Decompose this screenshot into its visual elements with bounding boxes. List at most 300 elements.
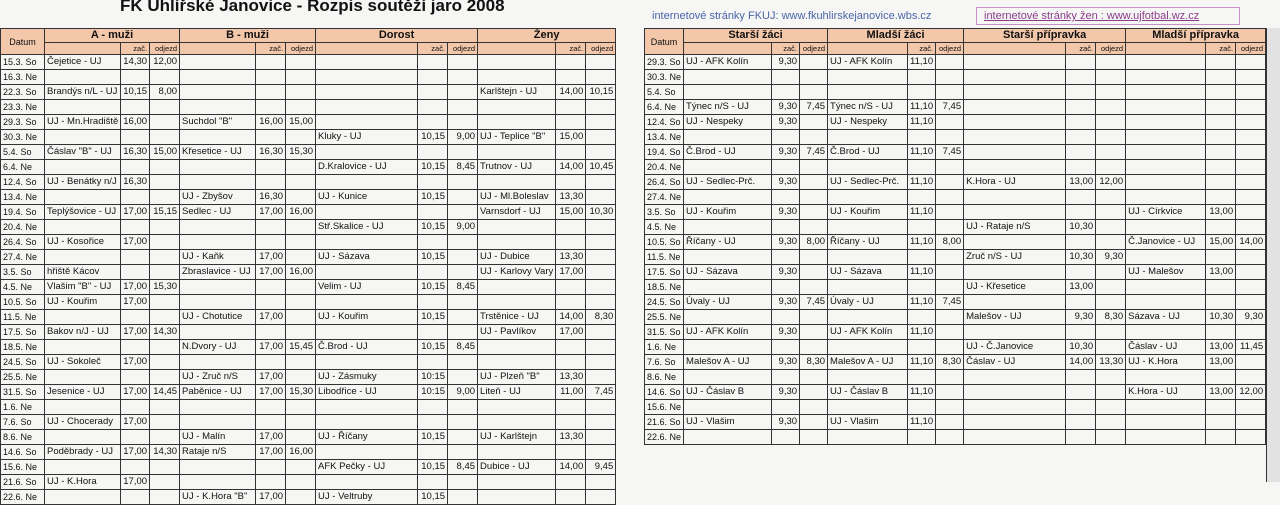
group-header: B - muži <box>180 29 316 43</box>
start-time <box>121 310 150 325</box>
start-time: 17,00 <box>256 265 286 280</box>
start-time: 10,15 <box>418 430 448 445</box>
match-cell: UJ - Benátky n/J <box>45 175 121 190</box>
start-time <box>121 70 150 85</box>
start-time <box>772 370 800 385</box>
start-time: 14,00 <box>556 310 586 325</box>
start-time <box>1206 130 1236 145</box>
departure-time <box>448 235 478 250</box>
departure-time <box>586 475 616 490</box>
departure-time: 8,45 <box>448 160 478 175</box>
date-saturday: 3.5. So <box>1 265 45 280</box>
start-time: 11,10 <box>908 175 936 190</box>
match-cell: UJ - Říčany <box>316 430 418 445</box>
group-header: Starší přípravka <box>964 29 1126 43</box>
match-cell <box>45 160 121 175</box>
match-cell <box>316 55 418 70</box>
start-time: 9,30 <box>772 415 800 430</box>
departure-time <box>586 265 616 280</box>
departure-time <box>1096 415 1126 430</box>
table-row <box>645 280 1266 295</box>
start-time <box>556 400 586 415</box>
start-time <box>772 400 800 415</box>
match-cell: Brandýs n/L - UJ <box>45 85 121 100</box>
match-cell <box>180 130 256 145</box>
departure-time: 7,45 <box>800 100 828 115</box>
departure-time <box>800 430 828 445</box>
date-saturday: 22.3. So <box>1 85 45 100</box>
match-cell: Zbraslavice - UJ <box>180 265 256 280</box>
match-cell <box>478 295 556 310</box>
table-row <box>645 400 1266 415</box>
table-row <box>1 145 616 160</box>
match-cell <box>478 400 556 415</box>
departure-time <box>586 430 616 445</box>
start-time: 9,30 <box>772 100 800 115</box>
start-time: 11,10 <box>908 205 936 220</box>
start-time <box>1066 400 1096 415</box>
match-cell: UJ - Č.Janovice <box>964 340 1066 355</box>
start-time <box>418 175 448 190</box>
start-time-subheader: zač. <box>1066 43 1096 55</box>
start-time <box>256 475 286 490</box>
match-cell: Karlštejn - UJ <box>478 85 556 100</box>
table-row <box>1 175 616 190</box>
start-time: 9,30 <box>772 325 800 340</box>
departure-time <box>936 160 964 175</box>
start-time <box>1066 190 1096 205</box>
start-time <box>1206 115 1236 130</box>
start-time: 9,30 <box>772 265 800 280</box>
start-time <box>1206 100 1236 115</box>
start-time: 13,00 <box>1206 385 1236 400</box>
start-time: 17,00 <box>121 445 150 460</box>
match-cell <box>316 415 418 430</box>
match-cell: UJ - Veltruby <box>316 490 418 505</box>
date-sunday: 11.5. Ne <box>645 250 684 265</box>
departure-time: 11,45 <box>1236 340 1266 355</box>
date-saturday: 5.4. So <box>645 85 684 100</box>
match-cell: UJ - Zásmuky <box>316 370 418 385</box>
date-saturday: 10.5. So <box>645 235 684 250</box>
start-time <box>1206 370 1236 385</box>
start-time <box>772 430 800 445</box>
start-time <box>1206 160 1236 175</box>
departure-time: 8,00 <box>150 85 180 100</box>
departure-time <box>286 415 316 430</box>
match-cell <box>316 475 418 490</box>
start-time <box>908 220 936 235</box>
start-time: 14,00 <box>1066 355 1096 370</box>
match-cell: Dubice - UJ <box>478 460 556 475</box>
table-row <box>645 385 1266 400</box>
start-time <box>772 160 800 175</box>
departure-time <box>286 160 316 175</box>
match-cell: Čejetice - UJ <box>45 55 121 70</box>
departure-subheader: odjezd <box>1236 43 1266 55</box>
start-time <box>121 190 150 205</box>
departure-time <box>586 100 616 115</box>
table-row <box>1 340 616 355</box>
match-cell: UJ - Ml.Boleslav <box>478 190 556 205</box>
departure-time <box>1096 85 1126 100</box>
match-cell: UJ - Sázava <box>828 265 908 280</box>
match-cell <box>180 295 256 310</box>
match-cell <box>684 340 772 355</box>
departure-time <box>286 235 316 250</box>
departure-time: 7,45 <box>936 145 964 160</box>
match-cell: Liteň - UJ <box>478 385 556 400</box>
departure-time: 9,30 <box>1096 250 1126 265</box>
start-time <box>556 235 586 250</box>
start-time <box>1066 295 1096 310</box>
departure-time <box>150 370 180 385</box>
departure-time <box>150 250 180 265</box>
match-cell <box>964 70 1066 85</box>
departure-time <box>448 445 478 460</box>
match-cell <box>316 205 418 220</box>
departure-time: 10,45 <box>586 160 616 175</box>
match-cell <box>684 220 772 235</box>
departure-time <box>1096 385 1126 400</box>
club-website-link[interactable]: internetové stránky FKUJ: www.fkuhlirskejanovice.wbs.cz <box>652 10 932 22</box>
start-time: 9,30 <box>772 205 800 220</box>
start-time: 16,00 <box>256 115 286 130</box>
departure-time <box>936 85 964 100</box>
departure-time <box>1096 265 1126 280</box>
start-time <box>256 355 286 370</box>
departure-time: 9,00 <box>448 385 478 400</box>
start-time <box>121 400 150 415</box>
match-cell: Libodřice - UJ <box>316 385 418 400</box>
match-cell: UJ - Kouřim <box>316 310 418 325</box>
departure-time <box>150 100 180 115</box>
departure-time <box>1236 355 1266 370</box>
departure-time <box>1236 115 1266 130</box>
date-sunday: 23.3. Ne <box>1 100 45 115</box>
departure-time: 15,00 <box>286 115 316 130</box>
start-time: 11,00 <box>556 385 586 400</box>
start-time: 17,00 <box>256 385 286 400</box>
start-time <box>1206 70 1236 85</box>
start-time: 15,00 <box>556 130 586 145</box>
match-cell: UJ - Nespeky <box>828 115 908 130</box>
group-header: A - muži <box>45 29 180 43</box>
start-time <box>256 220 286 235</box>
match-cell <box>478 145 556 160</box>
date-saturday: 24.5. So <box>645 295 684 310</box>
departure-time <box>586 355 616 370</box>
start-time: 16,30 <box>121 175 150 190</box>
start-time: 11,10 <box>908 385 936 400</box>
match-cell <box>478 235 556 250</box>
match-cell <box>180 235 256 250</box>
departure-time <box>1236 145 1266 160</box>
start-time <box>256 415 286 430</box>
match-cell: Úvaly - UJ <box>828 295 908 310</box>
start-time <box>418 445 448 460</box>
start-time <box>1206 280 1236 295</box>
match-cell: UJ - Karlštejn <box>478 430 556 445</box>
departure-time <box>1236 85 1266 100</box>
departure-time <box>150 115 180 130</box>
start-time <box>772 280 800 295</box>
match-cell <box>1126 85 1206 100</box>
departure-time <box>586 70 616 85</box>
departure-time <box>286 310 316 325</box>
date-sunday: 15.6. Ne <box>1 460 45 475</box>
departure-time <box>1236 55 1266 70</box>
departure-time: 8,00 <box>936 235 964 250</box>
match-cell: Úvaly - UJ <box>684 295 772 310</box>
start-time: 14,00 <box>556 460 586 475</box>
date-sunday: 1.6. Ne <box>1 400 45 415</box>
departure-time <box>1096 400 1126 415</box>
match-cell: UJ - Nespeky <box>684 115 772 130</box>
departure-time <box>150 340 180 355</box>
departure-time <box>800 85 828 100</box>
start-time <box>1066 130 1096 145</box>
start-time-subheader: zač. <box>556 43 586 55</box>
departure-time <box>800 55 828 70</box>
departure-time <box>936 220 964 235</box>
departure-subheader: odjezd <box>1096 43 1126 55</box>
table-row <box>1 355 616 370</box>
departure-time <box>150 70 180 85</box>
match-cell <box>828 160 908 175</box>
start-time-subheader: zač. <box>418 43 448 55</box>
women-website-link[interactable]: internetové stránky žen : www.ujfotbal.wz.cz <box>984 10 1200 22</box>
table-row <box>1 295 616 310</box>
match-cell <box>1126 280 1206 295</box>
start-time <box>256 325 286 340</box>
table-row <box>1 55 616 70</box>
match-cell <box>684 130 772 145</box>
start-time: 13,00 <box>1066 175 1096 190</box>
departure-time <box>286 190 316 205</box>
start-time <box>418 415 448 430</box>
start-time <box>418 145 448 160</box>
table-row <box>645 370 1266 385</box>
start-time <box>908 250 936 265</box>
date-saturday: 31.5. So <box>1 385 45 400</box>
match-cell <box>316 295 418 310</box>
departure-time <box>800 250 828 265</box>
departure-time: 8,45 <box>448 460 478 475</box>
date-sunday: 16.3. Ne <box>1 70 45 85</box>
match-cell <box>478 280 556 295</box>
date-saturday: 17.5. So <box>645 265 684 280</box>
start-time: 17,00 <box>256 205 286 220</box>
start-time <box>121 220 150 235</box>
departure-time <box>1236 190 1266 205</box>
match-cell: UJ - Kouřim <box>45 295 121 310</box>
departure-time: 7,45 <box>936 100 964 115</box>
table-row <box>1 385 616 400</box>
departure-time: 7,45 <box>800 145 828 160</box>
match-cell <box>478 175 556 190</box>
start-time: 10,15 <box>418 220 448 235</box>
departure-time <box>800 280 828 295</box>
departure-time <box>286 175 316 190</box>
start-time <box>1066 415 1096 430</box>
match-cell: UJ - Kouřim <box>684 205 772 220</box>
departure-time: 8,30 <box>800 355 828 370</box>
date-sunday: 15.6. Ne <box>645 400 684 415</box>
departure-time <box>800 400 828 415</box>
match-cell <box>478 490 556 505</box>
start-time: 13,30 <box>556 250 586 265</box>
match-cell: hřiště Kácov <box>45 265 121 280</box>
start-time <box>772 340 800 355</box>
match-cell: UJ - Karlovy Vary <box>478 265 556 280</box>
start-time <box>908 70 936 85</box>
departure-time: 12,00 <box>1096 175 1126 190</box>
match-cell <box>1126 55 1206 70</box>
match-cell <box>964 430 1066 445</box>
start-time: 10,15 <box>418 340 448 355</box>
departure-time <box>286 220 316 235</box>
match-cell: Křesetice - UJ <box>180 145 256 160</box>
start-time <box>418 55 448 70</box>
match-cell <box>684 430 772 445</box>
departure-time <box>1236 400 1266 415</box>
date-saturday: 10.5. So <box>1 295 45 310</box>
departure-time <box>448 175 478 190</box>
start-time <box>1066 100 1096 115</box>
match-cell <box>964 85 1066 100</box>
date-sunday: 20.4. Ne <box>645 160 684 175</box>
date-saturday: 21.6. So <box>645 415 684 430</box>
departure-time <box>800 325 828 340</box>
table-row <box>645 430 1266 445</box>
start-time <box>256 85 286 100</box>
table-row <box>1 130 616 145</box>
departure-time <box>286 280 316 295</box>
start-time: 13,00 <box>1206 265 1236 280</box>
match-cell <box>684 370 772 385</box>
match-cell: Suchdol "B" <box>180 115 256 130</box>
date-sunday: 25.5. Ne <box>645 310 684 325</box>
match-cell: Č.Brod - UJ <box>316 340 418 355</box>
start-time: 16,30 <box>256 145 286 160</box>
match-cell <box>478 100 556 115</box>
start-time: 17,00 <box>121 235 150 250</box>
match-cell: Rataje n/S <box>180 445 256 460</box>
match-cell <box>1126 130 1206 145</box>
match-cell: Čáslav - UJ <box>964 355 1066 370</box>
date-saturday: 5.4. So <box>1 145 45 160</box>
start-time: 9,30 <box>772 235 800 250</box>
start-time <box>556 475 586 490</box>
departure-time <box>1096 55 1126 70</box>
departure-time <box>1096 340 1126 355</box>
departure-time <box>936 370 964 385</box>
table-row <box>1 370 616 385</box>
page-title: FK Uhlířské Janovice - Rozpis soutěží jaro 2008 <box>120 0 505 15</box>
match-cell <box>478 55 556 70</box>
start-time <box>1206 55 1236 70</box>
start-time: 16,00 <box>121 115 150 130</box>
match-cell <box>1126 100 1206 115</box>
start-time: 9,30 <box>772 55 800 70</box>
match-cell: Týnec n/S - UJ <box>684 100 772 115</box>
table-row <box>645 115 1266 130</box>
match-cell <box>478 220 556 235</box>
date-sunday: 30.3. Ne <box>1 130 45 145</box>
match-cell <box>180 220 256 235</box>
start-time: 11,10 <box>908 100 936 115</box>
table-row <box>1 430 616 445</box>
start-time <box>1066 115 1096 130</box>
start-time <box>121 370 150 385</box>
start-time <box>256 280 286 295</box>
departure-time: 8,45 <box>448 340 478 355</box>
match-cell <box>1126 325 1206 340</box>
start-time <box>556 295 586 310</box>
match-cell <box>180 175 256 190</box>
departure-time: 16,00 <box>286 265 316 280</box>
departure-time <box>286 400 316 415</box>
match-cell <box>964 190 1066 205</box>
match-cell <box>964 385 1066 400</box>
departure-time <box>800 385 828 400</box>
start-time <box>556 55 586 70</box>
match-cell: UJ - K.Hora "B" <box>180 490 256 505</box>
start-time: 10,15 <box>418 310 448 325</box>
start-time <box>1066 235 1096 250</box>
start-time <box>256 130 286 145</box>
departure-time: 9,45 <box>586 460 616 475</box>
match-cell: Varnsdorf - UJ <box>478 205 556 220</box>
start-time <box>556 220 586 235</box>
departure-time: 16,00 <box>286 205 316 220</box>
match-cell <box>180 100 256 115</box>
departure-time <box>1096 235 1126 250</box>
match-cell <box>828 220 908 235</box>
departure-time <box>1236 160 1266 175</box>
start-time: 17,00 <box>256 340 286 355</box>
start-time <box>556 145 586 160</box>
departure-time: 8,30 <box>936 355 964 370</box>
departure-time <box>800 130 828 145</box>
match-cell <box>1126 400 1206 415</box>
table-row <box>645 340 1266 355</box>
group-header: Mladší přípravka <box>1126 29 1266 43</box>
table-row <box>645 100 1266 115</box>
match-cell: K.Hora - UJ <box>1126 385 1206 400</box>
match-cell <box>964 295 1066 310</box>
group-header: Mladší žáci <box>828 29 964 43</box>
date-sunday: 8.6. Ne <box>1 430 45 445</box>
match-cell <box>180 400 256 415</box>
departure-time: 9,00 <box>448 130 478 145</box>
match-cell <box>45 490 121 505</box>
date-saturday: 31.5. So <box>645 325 684 340</box>
departure-time <box>150 175 180 190</box>
group-header: Ženy <box>478 29 616 43</box>
departure-time <box>1236 265 1266 280</box>
table-row <box>645 205 1266 220</box>
start-time <box>1206 415 1236 430</box>
start-time <box>256 460 286 475</box>
departure-time <box>1236 220 1266 235</box>
departure-time <box>936 310 964 325</box>
departure-time: 10,30 <box>586 205 616 220</box>
page-edge <box>1266 28 1280 482</box>
date-sunday: 18.5. Ne <box>645 280 684 295</box>
start-time <box>121 100 150 115</box>
